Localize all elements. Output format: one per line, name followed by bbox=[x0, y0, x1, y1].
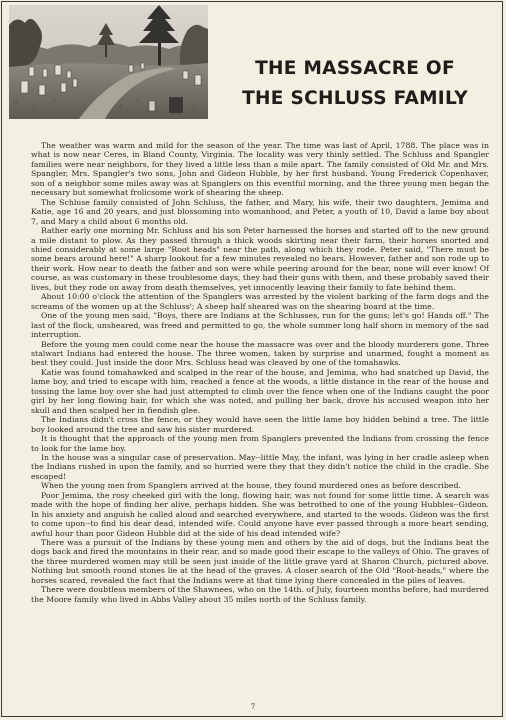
paragraph: It is thought that the approach of the young men from Spanglers prevented the Indians from crossing the fence to look for the lame boy. bbox=[31, 434, 489, 453]
paragraph: Rather early one morning Mr. Schluss and his son Peter harnessed the horses and started off to the new ground a mile distant to plow. As they passed through a thick woods skirting near their farm, their horses snorted and shied considerably at some large "Root heads" near the path, along which they rode. Peter said, "There must be some bears around here!" A sharp lookout for a few minutes revealed no bears. However, father and son rode up to their work. How near to death the father and son were while peering around for the bear, none will ever know! Of course, as was customary in these troublesome days, they had their guns with them, and these probably saved their lives, but they rode on away from death themselves, yet innocently leaving their family to fate behind them. bbox=[31, 226, 489, 292]
paragraph: The weather was warm and mild for the season of the year. The time was last of April, 1788. The place was in what is now near Ceres, in Bland County, Virginia. The locality was very thinly settled. The Schluss and Spangler families were near neighbors, for they lived a little less than a mile apart. The family consisted of Old Mr. and Mrs. Spangler, Mrs. Spangler's two sons, John and Gideon Hubble, by her first husband. Young Frederick Copenhaver, son of a neighbor some miles away was at Spanglers on this eventful morning, and the three young men began the necessary but somewhat frolicsome work of shearing the sheep. bbox=[31, 141, 489, 198]
paragraph: About 10:00 o'clock the attention of the Spanglers was arrested by the violent barking of the farm dogs and the screams of the women up at the Schluss'; A sheep half sheared was on the shearing board at the time. bbox=[31, 292, 489, 311]
title-line-1: THE MASSACRE OF bbox=[255, 58, 455, 79]
paragraph: One of the young men said, "Boys, there are Indians at the Schlusses, run for the guns; let's go! Hands off." The last of the flock, unsheared, was freed and permitted to go, the whole summer long half shorn in memory of the sad interruption. bbox=[31, 311, 489, 340]
article-body bbox=[31, 141, 489, 604]
paragraph: When the young men from Spanglers arrived at the house, they found murdered ones as before described. bbox=[41, 481, 461, 491]
paragraph: There were doubtless members of the Shawnees, who on the 14th. of July, fourteen months before, had murdered the Moore family who lived in Abbs Valley about 35 miles north of the Schluss family. bbox=[31, 585, 489, 604]
graveyard-photo bbox=[9, 5, 208, 119]
paragraph: The Indians didn't cross the fence, or they would have seen the little lame boy hidden behind a tree. The little boy looked around the tree and saw his sister murdered. bbox=[31, 415, 489, 434]
paragraph: Poor Jemima, the rosy cheeked girl with the long, flowing hair, was not found for some little time. A search was made with the hope of finding her alive, perhaps hidden. She was betrothed to one of the young Hubbles--Gideon. In his anxiety and anguish he called aloud and searched everywhere, and started to the woods. Gideon was the first to come upon--to find his dear dead, intended wife. Could anyone have ever passed through a more heart sending, awful hour than poor Gideon Hubble did at the side of his dead intended wife? bbox=[31, 490, 489, 538]
title-line-2: THE SCHLUSS FAMILY bbox=[242, 88, 468, 109]
paragraph: Katie was found tomahawked and scalped in the rear of the house, and Jemima, who had snatched up David, the lame boy, and tried to escape with him, reached a fence at the woods, a little distance in the rear of the house and tossing the lame boy over she had just attempted to climb over the fence when one of the Indians caught the poor girl by her long flowing hair, for which she was noted, and pulling her back, drove his accused weapon into her skull and then scalped her in fiendish glee. bbox=[31, 367, 489, 415]
paragraph: Before the young men could come near the house the massacre was over and the bloody murderers gone. Three stalwart Indians had entered the house. The three women, taken by surprise and unarmed, fought a moment as best they could. Just inside the door Mrs. Schluss head was cleaved by one of the tomahawks. bbox=[31, 339, 489, 368]
page-number: 7 bbox=[250, 703, 256, 711]
article-title bbox=[215, 54, 495, 114]
paragraph: There was a pursuit of the Indians by these young men and others by the aid of dogs, but the Indians beat the dogs back and fired the mountains in their rear, and so made good their escape to the valleys of Ohio. The graves of the three murdered women may still be seen just inside of the little grave yard at Sharon Church, pictured above. Nothing but smooth round stones lie at the head of the graves. A closer search of the Old "Root-heads," where the horses scared, revealed the fact that the Indians were at that time lying there concealed in the piles of leaves. bbox=[31, 538, 489, 585]
paragraph: The Schluse family consisted of John Schluss, the father, and Mary, his wife, their two daughters, Jemima and Katie, age 16 and 20 years, and just blossoming into womanhood, and Peter, a youth of 10, David a lame boy about 7, and Mary a child about 6 months old. bbox=[31, 197, 489, 226]
paragraph: In the house was a singular case of preservation. May--little May, the infant, was lying in her cradle asleep when the Indians rushed in upon the family, and so hurried were they that they didn't notice the child in the cradle. She escaped! bbox=[31, 452, 489, 481]
